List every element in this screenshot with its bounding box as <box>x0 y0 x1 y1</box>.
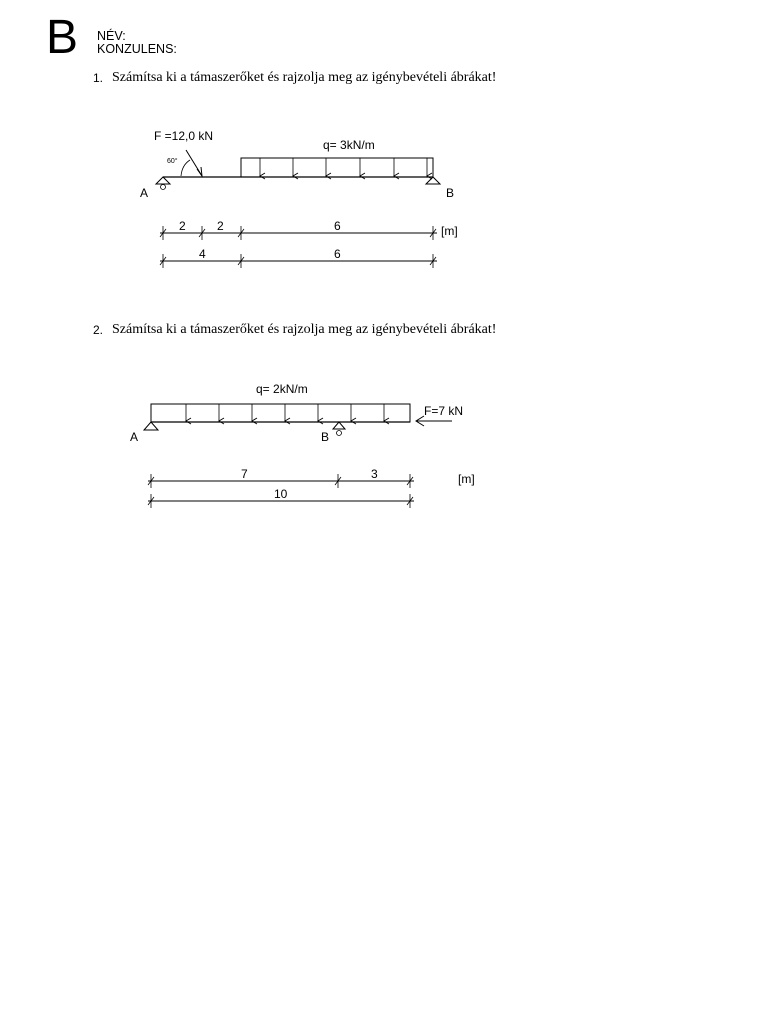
name-label: NÉV: <box>97 29 126 43</box>
support-a-label-2: A <box>130 430 139 444</box>
force-label-1: F =12,0 kN <box>154 129 214 143</box>
support-b-label-1: B <box>446 186 455 200</box>
support-a-roller-1 <box>156 177 170 190</box>
distributed-load-2 <box>151 404 410 422</box>
force-arrow-1 <box>181 150 202 176</box>
force-label-2: F=7 kN <box>424 404 464 418</box>
unit-label-2: [m] <box>458 472 475 486</box>
support-a-pin-2 <box>144 422 158 430</box>
dimension-row1-1 <box>160 226 437 240</box>
task2-number: 2. <box>93 323 104 337</box>
angle-label-1: 60° <box>167 158 178 165</box>
support-b-label-2: B <box>321 430 330 444</box>
dim1-seg1: 2 <box>179 219 186 233</box>
advisor-label: KONZULENS: <box>97 42 177 56</box>
dim4-seg1: 10 <box>274 487 288 501</box>
dim1-seg3: 6 <box>334 219 341 233</box>
dim1-seg2: 2 <box>217 219 224 233</box>
load-label-1: q= 3kN/m <box>323 138 375 152</box>
dim2-seg2: 6 <box>334 247 341 261</box>
support-b-roller-2 <box>333 422 345 436</box>
task2-instruction: Számítsa ki a támaszerőket és rajzolja meg az igénybevételi ábrákat! <box>112 322 497 337</box>
dim3-seg1: 7 <box>241 467 248 481</box>
unit-label-1: [m] <box>441 224 458 238</box>
dim2-seg1: 4 <box>199 247 206 261</box>
task1-instruction: Számítsa ki a támaszerőket és rajzolja meg az igénybevételi ábrákat! <box>112 70 497 85</box>
variant-letter: B <box>46 11 79 64</box>
load-label-2: q= 2kN/m <box>256 382 308 396</box>
task1-number: 1. <box>93 71 104 85</box>
dim3-seg2: 3 <box>371 467 378 481</box>
distributed-load-1 <box>241 158 433 177</box>
support-a-label-1: A <box>140 186 149 200</box>
support-b-pin-1 <box>426 177 440 184</box>
